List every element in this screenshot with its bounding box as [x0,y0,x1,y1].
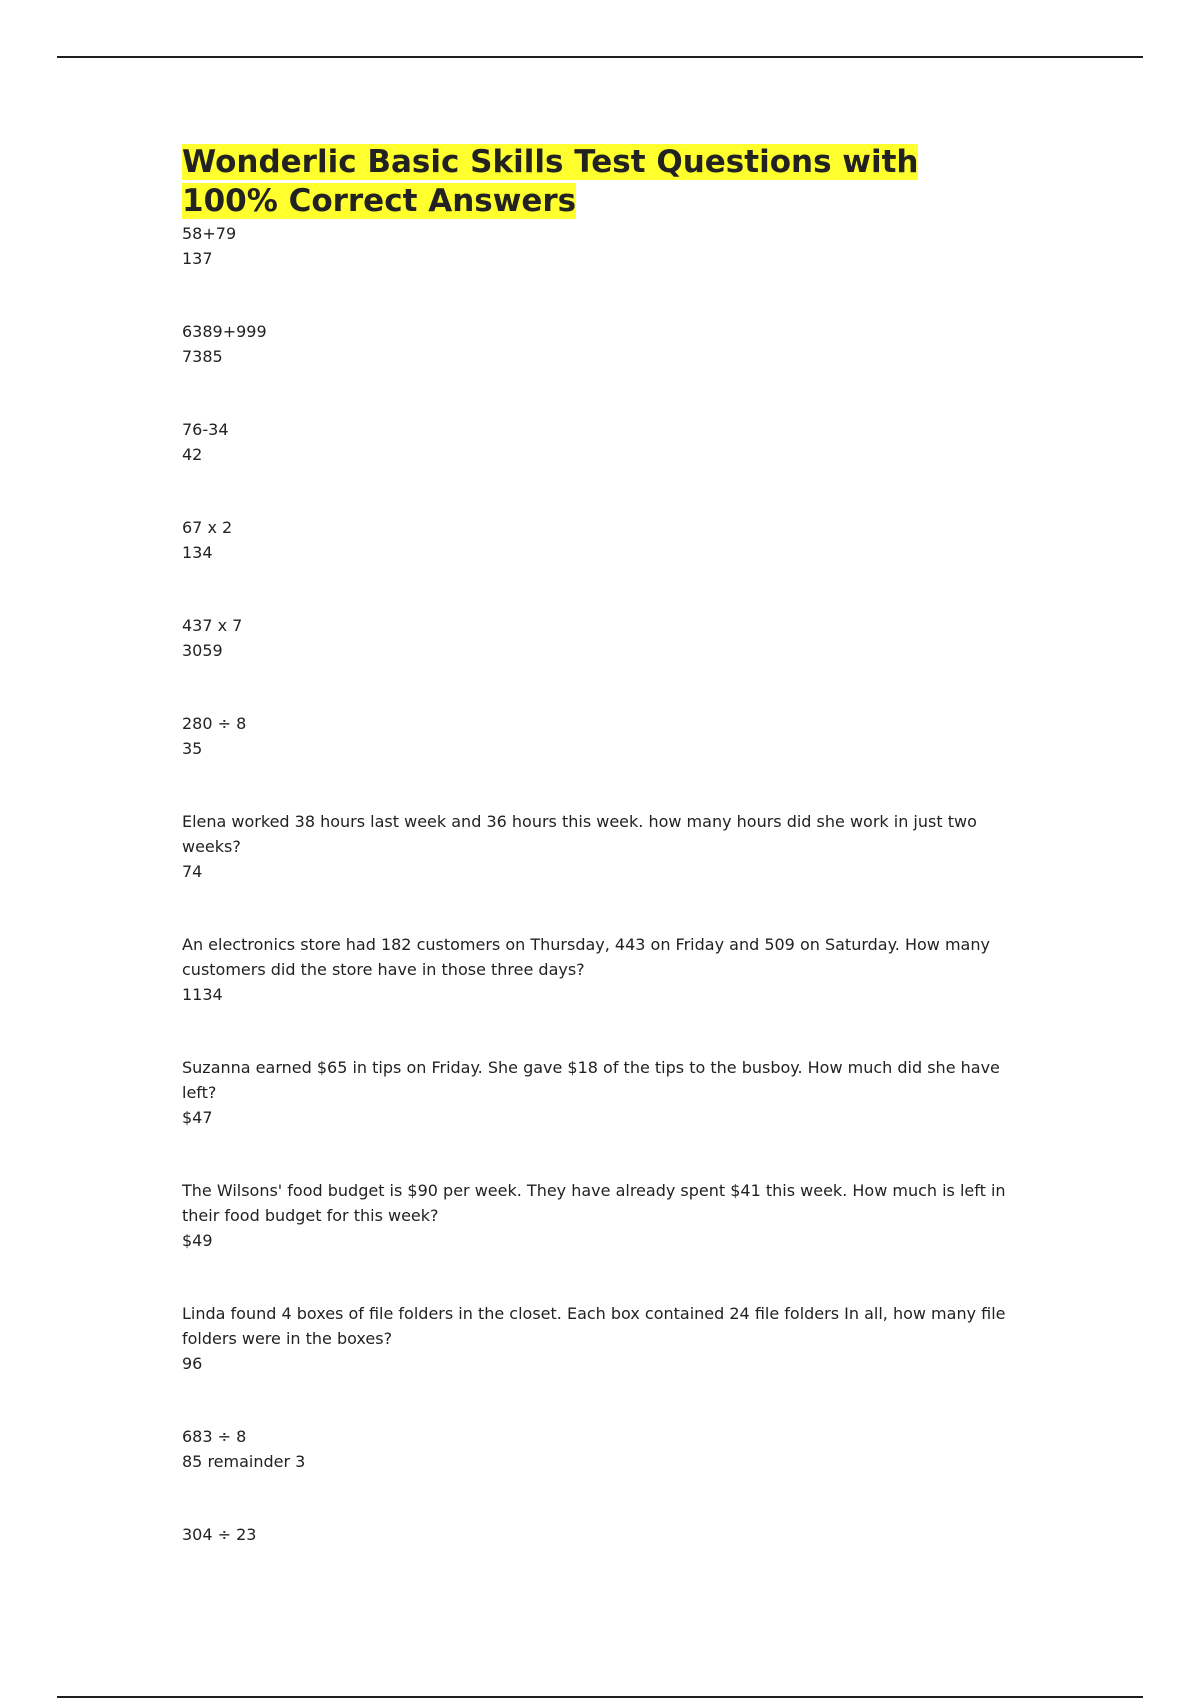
question-text: 683 ÷ 8 [182,1427,247,1446]
qa-item [182,1301,1022,1376]
qa-item [182,1055,1022,1130]
answer-text: $47 [182,1108,213,1127]
question-text: 6389+999 [182,322,267,341]
question-text: The Wilsons' food budget is $90 per week. They have already spent $41 this week. How much is left in their food budget for this week? [182,1181,1006,1225]
question-text: An electronics store had 182 customers on Thursday, 443 on Friday and 509 on Saturday. How many customers did the store have in those three days? [182,935,990,979]
question-text: 58+79 [182,224,237,243]
qa-item [182,711,1022,761]
document-body [182,143,1022,1547]
question-answer-list [182,221,1022,1547]
answer-text: 96 [182,1354,203,1373]
answer-text: 35 [182,739,203,758]
qa-item [182,1522,1022,1547]
highlighted-title-text: Wonderlic Basic Skills Test Questions with 100% Correct Answers [182,144,919,219]
question-text: 304 ÷ 23 [182,1525,257,1544]
qa-item [182,613,1022,663]
question-text: Linda found 4 boxes of file folders in the closet. Each box contained 24 file folders In all, how many file folders were in the boxes? [182,1304,1006,1348]
answer-text: 85 remainder 3 [182,1452,306,1471]
page-bottom-rule [57,1696,1143,1698]
qa-item [182,932,1022,1007]
answer-text: 134 [182,543,213,562]
answer-text: 3059 [182,641,223,660]
answer-text: 7385 [182,347,223,366]
answer-text: 42 [182,445,203,464]
question-text: 76-34 [182,420,229,439]
answer-text: 74 [182,862,203,881]
page-top-rule [57,56,1143,58]
qa-item [182,809,1022,884]
document-title [182,143,1022,221]
question-text: 280 ÷ 8 [182,714,247,733]
answer-text: $49 [182,1231,213,1250]
qa-item [182,1424,1022,1474]
qa-item [182,319,1022,369]
answer-text: 1134 [182,985,223,1004]
qa-item [182,417,1022,467]
qa-item [182,1178,1022,1253]
question-text: 67 x 2 [182,518,233,537]
question-text: Suzanna earned $65 in tips on Friday. She gave $18 of the tips to the busboy. How much did she have left? [182,1058,1000,1102]
qa-item [182,221,1022,271]
qa-item [182,515,1022,565]
answer-text: 137 [182,249,213,268]
question-text: 437 x 7 [182,616,243,635]
question-text: Elena worked 38 hours last week and 36 hours this week. how many hours did she work in just two weeks? [182,812,977,856]
